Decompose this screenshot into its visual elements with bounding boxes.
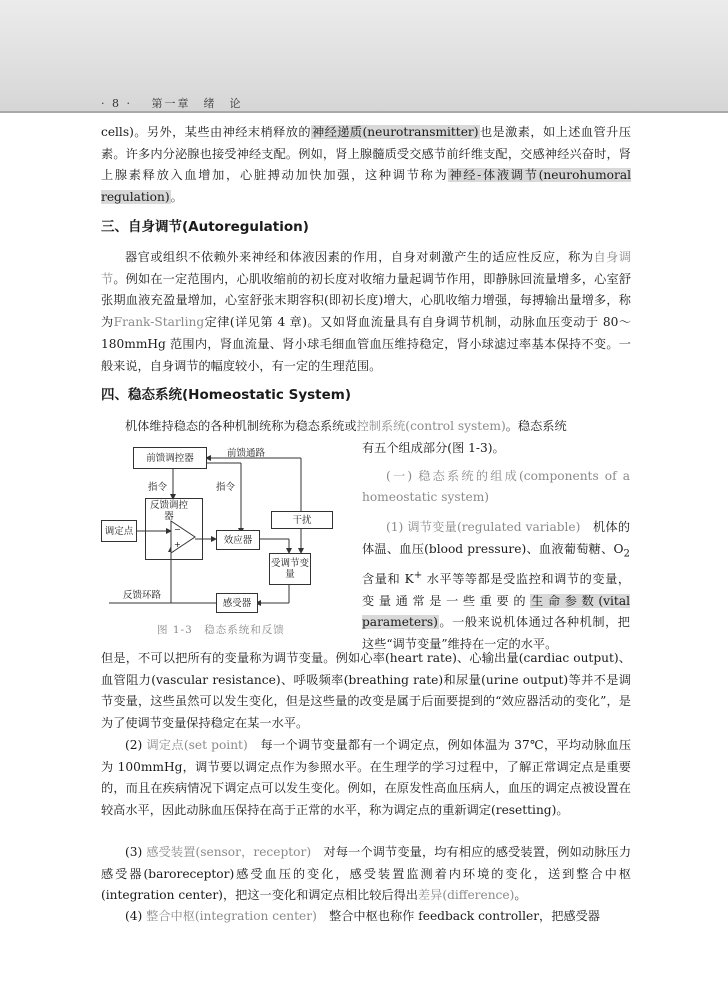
item-sensor xyxy=(101,842,631,907)
subsection-heading-components: (一) 稳态系统的组成(components of a homeostatic system) xyxy=(362,468,630,505)
paragraph-autoregulation xyxy=(101,247,631,377)
item-number: (4) xyxy=(125,909,147,923)
box-set-point: 调定点 xyxy=(101,520,137,542)
highlight-neurohumoral: 神经-体液调节(neurohumoral regulation) xyxy=(101,168,632,205)
box-feedforward-controller: 前馈调控器 xyxy=(133,447,207,469)
box-regulated-variable: 受调节变量 xyxy=(269,553,311,585)
item-set-point xyxy=(101,735,631,822)
text-run: 。一般来说机体通过各种机制，把这些“调节变量”维持在一定的水平。 xyxy=(362,615,630,652)
highlight-vital-parameters: 生命参数(vital parameters) xyxy=(362,593,630,630)
right-column xyxy=(362,438,630,656)
header-rule xyxy=(0,111,728,113)
text-run: 对每一个调节变量，均有相应的感受装置，例如动脉压力感受器(baroreceptor)感受血压的变化，感受装置监测着内环境的变化，送到整合中枢(integration center)，把这一变化和调定点相比较后得出 xyxy=(101,845,632,903)
text-run: 定律(详见第 4 章)。又如肾血流量具有自身调节机制，动脉血压变动于 80～180mmHg 范围内，肾血流量、肾小球毛细血管血压维持稳定，肾小球滤过率基本保持不变。一般来说，自身调节的幅度较小，有一定的生理范围。 xyxy=(101,315,631,373)
text-run: 器官或组织不依赖外来神经和体液因素的作用，自身对刺激产生的适应性反应，称为 xyxy=(125,250,594,264)
term-sensor: 感受装置(sensor，receptor) xyxy=(146,845,312,859)
chapter-title: 第一章 绪 论 xyxy=(151,97,243,110)
item-number: (3) xyxy=(125,845,147,859)
text-run: 。稳态系统 xyxy=(505,419,567,433)
item-number: (1) xyxy=(386,520,408,535)
term-control-system: 控制系统(control system) xyxy=(356,419,506,433)
paragraph-neurohumoral xyxy=(101,122,631,209)
subscript: 2 xyxy=(623,548,630,560)
item-regulated-variable xyxy=(362,517,630,656)
term-frank-starling: Frank-Starling xyxy=(113,315,205,330)
comparator-plus: + xyxy=(174,540,181,549)
paragraph-intro xyxy=(101,416,631,438)
section-heading-homeostatic: 四、稳态系统(Homeostatic System) xyxy=(101,387,352,403)
comparator-minus: − xyxy=(174,525,181,534)
text-run: 整合中枢也称作 feedback controller，把感受器 xyxy=(329,909,600,923)
text-run: 机体的体温、血压(blood pressure)、血液葡萄糖、O xyxy=(362,520,631,556)
superscript: + xyxy=(413,569,423,581)
item-integration-center xyxy=(101,906,631,928)
text-run: 也是激素，如上述血管升压素。许多内分泌腺也接受神经支配。例如，肾上腺髓质受交感节前纤维支配，交感神经兴奋时，肾上腺素释放入血增加，心脏搏动加快加强，这种调节称为 xyxy=(101,125,631,183)
label-feedback-loop: 反馈环路 xyxy=(123,590,162,601)
label-command2: 指令 xyxy=(216,482,236,493)
label-command1: 指令 xyxy=(148,482,168,493)
page-number: · 8 · xyxy=(101,97,132,110)
box-effector: 效应器 xyxy=(216,530,260,550)
box-disturbance: 干扰 xyxy=(271,511,333,529)
box-sensor: 感受器 xyxy=(216,593,258,613)
running-head xyxy=(101,95,243,111)
term-difference: 差异(difference) xyxy=(417,888,515,903)
figure-homeostatic-system xyxy=(101,441,349,647)
term-autoregulation: 自身调节 xyxy=(101,250,632,286)
paragraph-not-regulated xyxy=(101,648,631,735)
text-run: 每一个调节变量都有一个调定点，例如体温为 37℃，平均动脉血压为 100mmHg，调节要以调定点作为参照水平。在生理学的学习过程中，了解正常调定点是重要的，而且在疾病情况下调定点可以发生变化。例如，在原发性高血压病人，血压的调定点被设置在较高水平，因此动脉血压保持在高于正常的水平，称为调定点的重新调定(resetting)。 xyxy=(101,738,632,818)
text-run: 。例如在一定范围内，心肌收缩前的初长度对收缩力量起调节作用，即静脉回流量增多，心室舒张期血液充盈量增加，心室舒张末期容积(即初长度)增大，心肌收缩力增强，每搏输出量增多，称为 xyxy=(101,271,632,330)
highlight-neurotransmitter: 神经递质(neurotransmitter) xyxy=(312,125,479,139)
text-run: 含量和 K xyxy=(362,572,414,587)
figure-caption: 图 1-3 稳态系统和反馈 xyxy=(157,624,285,636)
label-feedback-controller: 反馈调控器 xyxy=(149,500,188,522)
text-run: 。 xyxy=(170,190,183,205)
intro-continued: 有五个组成部分(图 1-3)。 xyxy=(362,441,505,455)
term-integration-center: 整合中枢(integration center) xyxy=(146,909,317,923)
label-feedforward-path: 前馈通路 xyxy=(227,448,266,459)
item-number: (2) xyxy=(125,738,147,752)
text-run: cells)。另外，某些由神经末梢释放的 xyxy=(101,125,312,139)
term-regulated-variable: 调节变量(regulated variable) xyxy=(407,520,581,535)
text-run: 水平等等都是受监控和调节的变量，变量通常是一些重要的 xyxy=(362,572,631,608)
section-heading-autoregulation: 三、自身调节(Autoregulation) xyxy=(101,219,309,235)
text-run: 机体维持稳态的各种机制统称为稳态系统或 xyxy=(125,419,357,433)
text-run: 但是，不可以把所有的变量称为调节变量。例如心率(heart rate)、心输出量(cardiac output)、血管阻力(vascular resistance)、呼吸频率(breathing rate)和尿量(urine output)等并不是调节变量，这些虽然可以发生变化，但是这些量的改变是属于后面要提到的“效应器活动的变化”，是为了使调节变量保持稳定在某一水平。 xyxy=(101,651,631,731)
term-set-point: 调定点(set point) xyxy=(146,738,248,752)
text-run: 。 xyxy=(514,888,527,903)
